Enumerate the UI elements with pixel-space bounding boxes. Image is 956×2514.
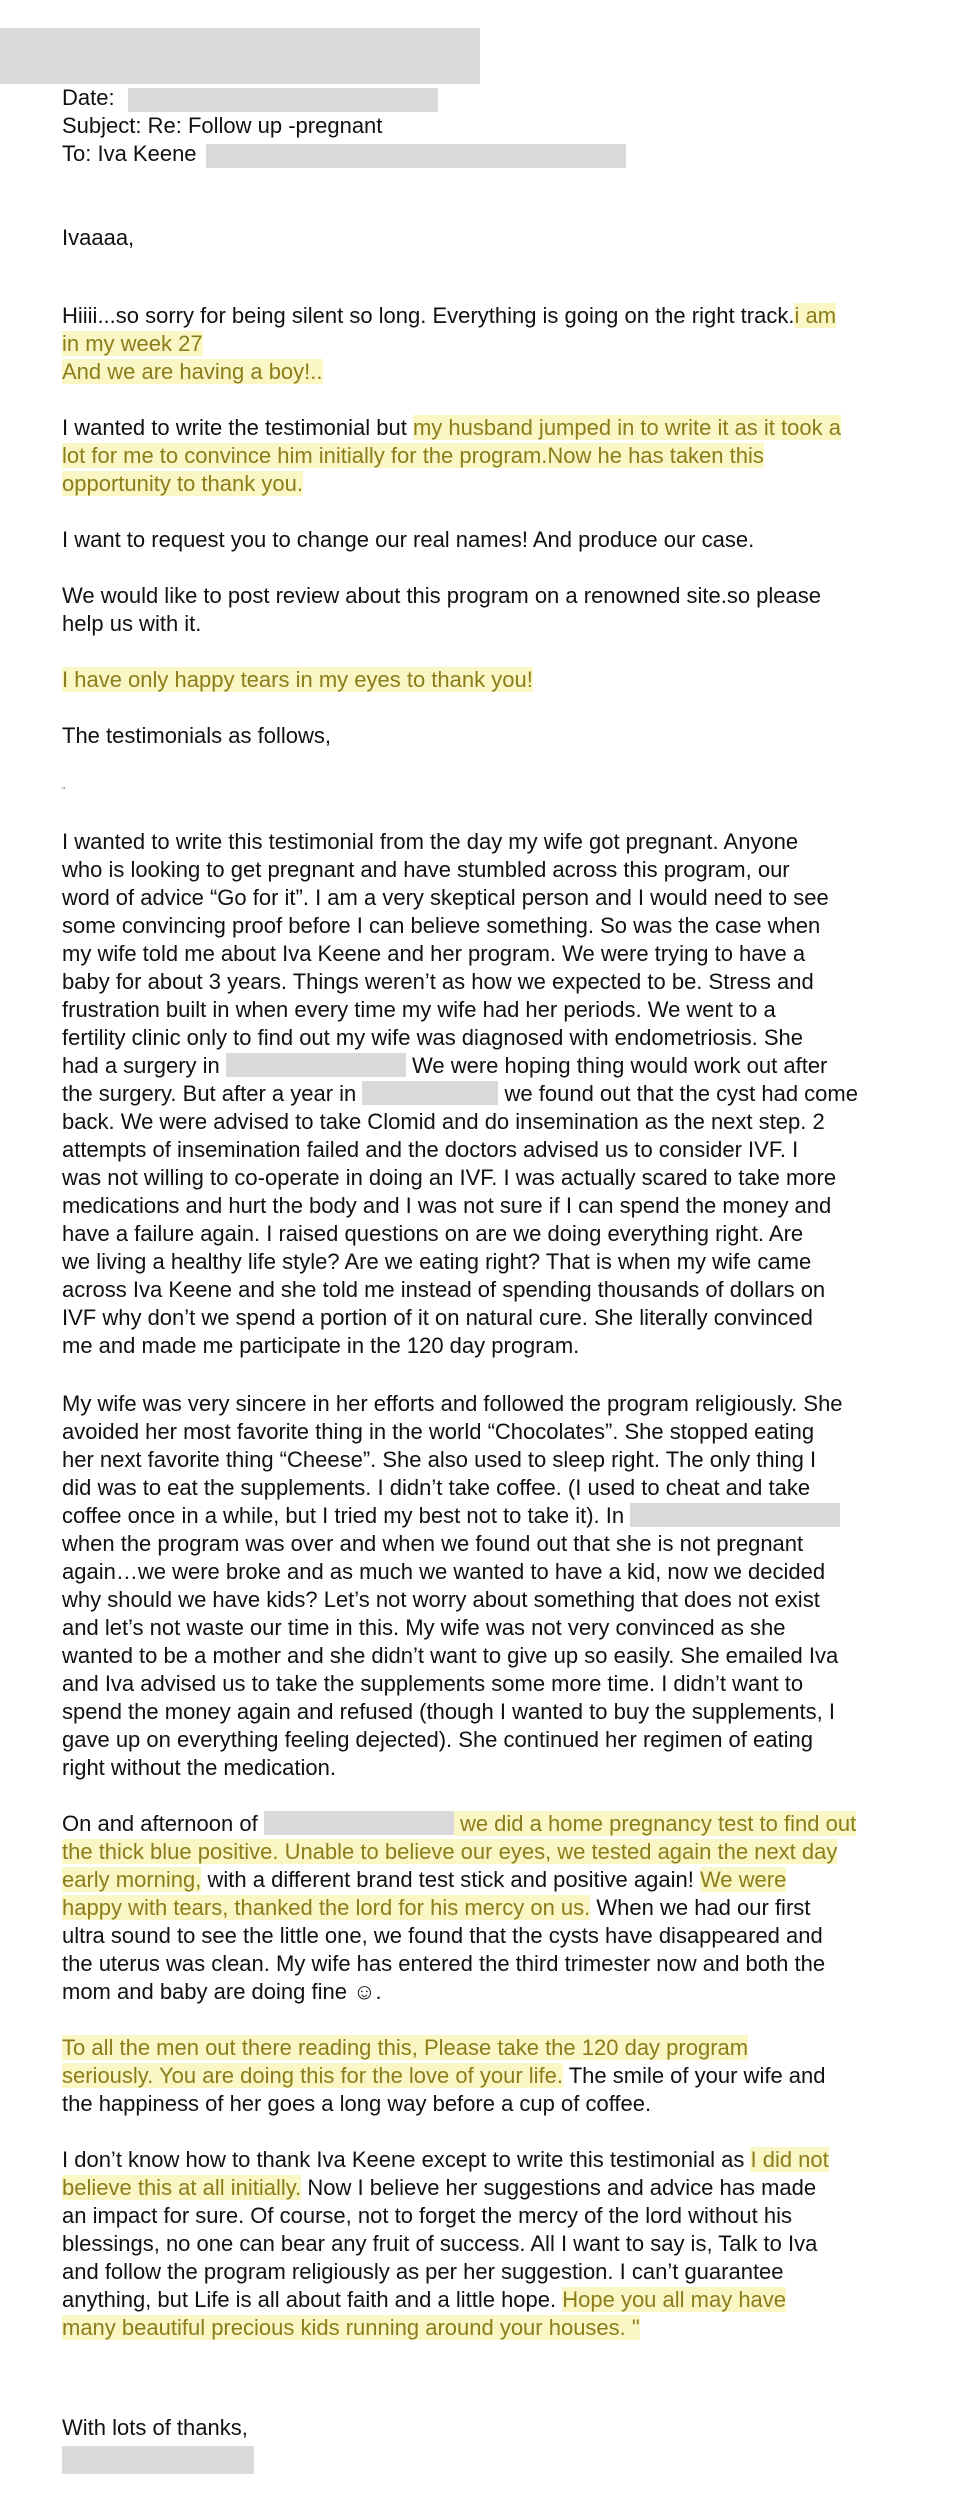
- redacted-date: [264, 1811, 454, 1835]
- testimonial-paragraph-3: On and afternoon of we did a home pregnancy test to find out the thick blue positive. Unable to believe our eyes, we tested again the next day early morning, with a different brand test stick and positive again! We were happy with tears, thanked the lord for his mercy on us. When we had our first ultra sound to see the little one, we found that the cysts have disappeared and the uterus was clean. My wife has entered the third trimester now and both the mom and baby are doing fine ☺.: [62, 1811, 857, 2004]
- redacted-date: [128, 88, 438, 112]
- intro-paragraph-5: I have only happy tears in my eyes to thank you!: [62, 667, 533, 692]
- redacted-date: [226, 1053, 406, 1077]
- testimonial-paragraph-5: I don’t know how to thank Iva Keene except to write this testimonial as I did not believe this at all initially. Now I believe her suggestions and advice has made an impact for sure. Of course, not to forget the mercy of the lord without his blessings, no one can bear any fruit of success. All I want to say is, Talk to Iva and follow the program religiously as per her suggestion. I can’t guarantee anything, but Life is all about faith and a little hope. Hope you all may have many beautiful precious kids running around your houses. ": [62, 2147, 829, 2340]
- redacted-date: [362, 1081, 498, 1105]
- redacted-email: [206, 144, 626, 168]
- testimonial-paragraph-1: I wanted to write this testimonial from the day my wife got pregnant. Anyone who is looking to get pregnant and have stumbled across this program, our word of advice “Go for it”. I am a very skeptical person and I would need to see some convincing proof before I can believe something. So was the case when my wife told me about Iva Keene and her program. We were trying to have a baby for about 3 years. Things weren’t as how we expected to be. Stress and frustration built in when every time my wife had her periods. We went to a fertility clinic only to find out my wife was diagnosed with endometriosis. She had a surgery in We were hoping thing would work out after the surgery. But after a year in we found out that the cyst had come back. We were advised to take Clomid and do insemination as the next step. 2 attempts of insemination failed and the doctors advised us to consider IVF. I was not willing to co-operate in doing an IVF. I was actually scared to take more medications and hurt the body and I was not sure if I can spend the money and have a failure again. I raised questions on are we doing everything right. Are we living a healthy life style? Are we eating right? That is when my wife came across Iva Keene and she told me instead of spending thousands of dollars on IVF why don’t we spend a portion of it on natural cure. She literally convinced me and made me participate in the 120 day program.: [62, 829, 858, 1358]
- subject-line: Subject: Re: Follow up -pregnant: [62, 113, 383, 138]
- testimonial-paragraph-2: My wife was very sincere in her efforts and followed the program religiously. She avoided her most favorite thing in the world “Chocolates”. She stopped eating her next favorite thing “Cheese”. She also used to sleep right. The only thing I did was to eat the supplements. I didn’t take coffee. (I used to cheat and take coffee once in a while, but I tried my best not to take it). In when the program was over and when we found out that she is not pregnant again…we were broke and as much we wanted to have a kid, now we decided why should we have kids? Let’s not worry about something that does not exist and let’s not waste our time in this. My wife was not very convinced as she wanted to be a mother and she didn’t want to give up so easily. She emailed Iva and Iva advised us to take the supplements some more time. I didn’t want to spend the money again and refused (though I wanted to buy the supplements, I gave up on everything feeling dejected). She continued her regimen of eating right without the medication.: [62, 1391, 843, 1780]
- greeting: Ivaaaa,: [62, 225, 135, 250]
- intro-paragraph-3: I want to request you to change our real names! And produce our case.: [62, 527, 755, 552]
- intro-paragraph-4: We would like to post review about this program on a renowned site.so please help us with it.: [62, 583, 822, 636]
- quote-mark: ": [62, 786, 66, 797]
- redacted-signature: [62, 2446, 254, 2474]
- to-line: To: Iva Keene: [62, 141, 197, 166]
- intro-paragraph-1: Hiiii...so sorry for being silent so long. Everything is going on the right track.i am in my week 27 And we are having a boy!..: [62, 303, 837, 384]
- intro-paragraph-2: I wanted to write the testimonial but my husband jumped in to write it as it took a lot for me to convince him initially for the program.Now he has taken this opportunity to thank you.: [62, 415, 841, 496]
- closing: With lots of thanks,: [62, 2415, 248, 2440]
- redacted-date: [630, 1503, 840, 1527]
- redacted-sender: [0, 28, 480, 84]
- testimonial-paragraph-4: To all the men out there reading this, Please take the 120 day program seriously. You are doing this for the love of your life. The smile of your wife and the happiness of her goes a long way before a cup of coffee.: [62, 2035, 826, 2116]
- intro-paragraph-6: The testimonials as follows,: [62, 723, 331, 748]
- date-label: Date:: [62, 85, 115, 110]
